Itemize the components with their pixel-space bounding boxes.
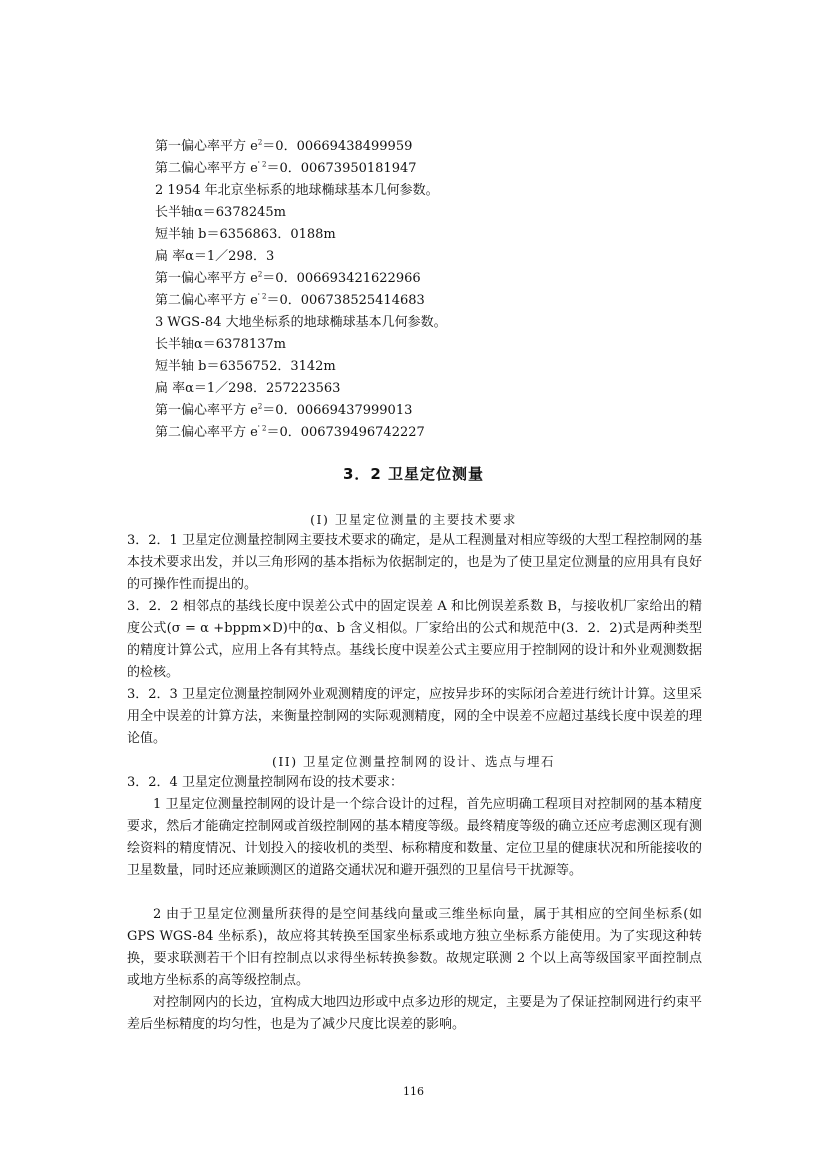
param-line: 扁 率α＝1／298．257223563 bbox=[155, 381, 341, 396]
paragraph-3-2-3: 3．2．3 卫星定位测量控制网外业观测精度的评定，应按异步环的实际闭合差进行统计计算。这里采用全中误差的计算方法，来衡量控制网的实际观测精度，网的全中误差不应超过基线长度中误差的理论值。 bbox=[127, 687, 702, 746]
subheading-network-design: (II) 卫星定位测量控制网的设计、选点与埋石 bbox=[271, 754, 556, 769]
param-line: 第二偏心率平方 $e^{' 2}=0$．00673950181947 bbox=[155, 160, 417, 176]
param-line: 第一偏心率平方 $e^2=0$．006693421622966 bbox=[155, 270, 421, 286]
param-heading: 3 WGS-84 大地坐标系的地球椭球基本几何参数。 bbox=[155, 315, 447, 330]
param-line: 短半轴 b＝6356863．0188m bbox=[155, 227, 336, 242]
param-line: 扁 率α＝1／298．3 bbox=[155, 249, 275, 264]
paragraph-item-1: 1 卫星定位测量控制网的设计是一个综合设计的过程，首先应明确工程项目对控制网的基本精度要求，然后才能确定控制网或首级控制网的基本精度等级。最终精度等级的确立还应考虑测区现有测绘资料的精度情况、计划投入的接收机的类型、标称精度和数量、定位卫星的健康状况和所能接收的卫星数量，同时还应兼顾测区的道路交通状况和避开强烈的卫星信号干扰源等。 bbox=[127, 797, 702, 878]
page-number: 116 bbox=[403, 1085, 424, 1098]
param-line: 短半轴 b＝6356752．3142m bbox=[155, 359, 336, 374]
param-line: 长半轴α＝6378245m bbox=[155, 205, 287, 220]
paragraph-3-2-4: 3．2．4 卫星定位测量控制网布设的技术要求： bbox=[127, 775, 403, 790]
param-line: 长半轴α＝6378137m bbox=[155, 337, 287, 352]
param-line: 第一偏心率平方 $e^2=0$．00669438499959 bbox=[155, 138, 413, 154]
param-heading: 2 1954 年北京坐标系的地球椭球基本几何参数。 bbox=[155, 183, 439, 198]
param-line: 第一偏心率平方 $e^2=0$．00669437999013 bbox=[155, 402, 413, 418]
param-line: 第二偏心率平方 $e^{' 2}=0$．006739496742227 bbox=[155, 424, 425, 440]
paragraph-3-2-2: 3．2．2 相邻点的基线长度中误差公式中的固定误差 A 和比例误差系数 B，与接收机厂家给出的精度公式(σ = α +bppm×D)中的α、b 含义相似。厂家给出的公式和规范中(3．2．2)式是两种类型的精度计算公式，应用上各有其特点。基线长度中误差公式主要应用于控制网的设计和外业观测数据的检核。 bbox=[127, 599, 702, 680]
section-title: 3．2 卫星定位测量 bbox=[342, 465, 485, 483]
paragraph-3-2-1: 3．2．1 卫星定位测量控制网主要技术要求的确定，是从工程测量对相应等级的大型工程控制网的基本技术要求出发，并以三角形网的基本指标为依据制定的，也是为了使卫星定位测量的应用具有良好的可操作性而提出的。 bbox=[127, 533, 702, 592]
param-line: 第二偏心率平方 $e^{' 2}=0$．006738525414683 bbox=[155, 292, 425, 308]
subheading-technical-requirements: (I) 卫星定位测量的主要技术要求 bbox=[310, 512, 517, 527]
paragraph-item-2: 2 由于卫星定位测量所获得的是空间基线向量或三维坐标向量，属于其相应的空间坐标系(如 GPS WGS-84 坐标系)，故应将其转换至国家坐标系或地方独立坐标系方能使用。为了实现这种转换，要求联测若干个旧有控制点以求得坐标转换参数。故规定联测 2 个以上高等级国家平面控制点或地方坐标系的高等级控制点。 bbox=[127, 907, 702, 988]
paragraph-long-edges: 对控制网内的长边，宜构成大地四边形或中点多边形的规定，主要是为了保证控制网进行约束平差后坐标精度的均匀性，也是为了减少尺度比误差的影响。 bbox=[127, 995, 702, 1032]
